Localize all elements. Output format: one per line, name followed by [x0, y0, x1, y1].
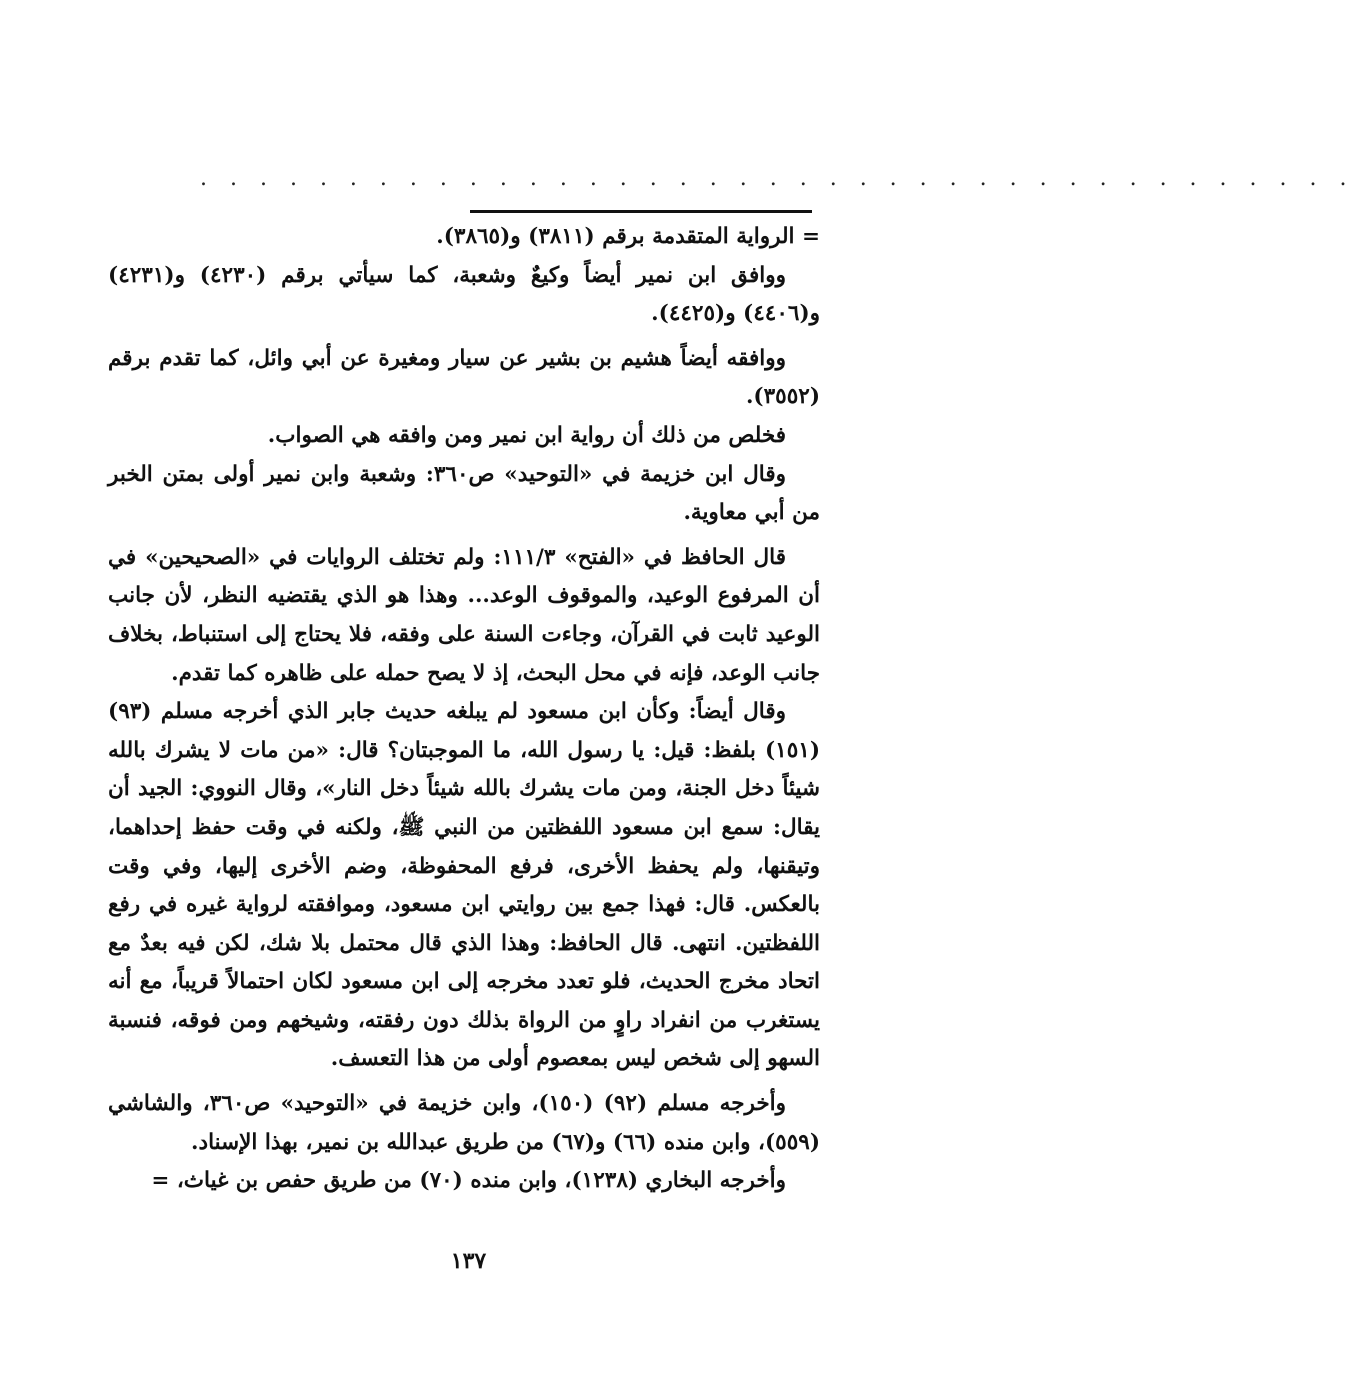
paragraph: فخلص من ذلك أن رواية ابن نمير ومن وافقه هي الصواب. — [267, 422, 786, 448]
page-number: ١٣٧ — [450, 1248, 487, 1274]
paragraph: ووافق ابن نمير أيضاً وكيعٌ وشعبة، كما سيأتي برقم (٤٢٣٠) و(٤٢٣١) و(٤٤٠٦) و(٤٤٢٥). — [108, 262, 820, 327]
paragraph: قال الحافظ في «الفتح» ١١١/٣: ولم تختلف الروايات في «الصحيحين» في أن المرفوع الوعيد، والموقوف الوعد... وهذا هو الذي يقتضيه النظر، لأن جانب الوعيد ثابت في القرآن، وجاءت السنة على وفقه، فلا يحتاج إلى استنباط، بخلاف جانب الوعد، فإنه في محل البحث، إذ لا يصح حمله على ظاهره كما تقدم. — [108, 544, 820, 686]
paragraph: وقال ابن خزيمة في «التوحيد» ص٣٦٠: وشعبة وابن نمير أولى بمتن الخبر من أبي معاوية. — [108, 461, 820, 526]
footnote-text-block — [108, 218, 820, 1201]
footnote-rule — [470, 210, 812, 213]
paragraph: وأخرجه البخاري (١٢٣٨)، وابن منده (٧٠) من طريق حفص بن غياث، = — [151, 1168, 786, 1194]
paragraph-continuation: = الرواية المتقدمة برقم (٣٨١١) و(٣٨٦٥). — [436, 224, 820, 249]
paragraph: وأخرجه مسلم (٩٢) (١٥٠)، وابن خزيمة في «التوحيد» ص٣٦٠، والشاشي (٥٥٩)، وابن منده (٦٦) و(٦٧) من طريق عبدالله بن نمير، بهذا الإسناد. — [108, 1091, 820, 1155]
header-dotted-separator: . . . . . . . . . . . . . . . . . . . . . . . . . . . . . . . . . . . . . . . — [200, 166, 1354, 191]
paragraph: وقال أيضاً: وكأن ابن مسعود لم يبلغه حديث جابر الذي أخرجه مسلم (٩٣) (١٥١) بلفظ: قيل: يا رسول الله، ما الموجبتان؟ قال: «من مات لا يشرك بالله شيئاً دخل الجنة، ومن مات يشرك بالله شيئاً دخل النار»، وقال النووي: الجيد أن يقال: سمع ابن مسعود اللفظتين من النبي ﷺ، ولكنه في وقت حفظ إحداهما، وتيقنها، ولم يحفظ الأخرى، فرفع المحفوظة، وضم الأخرى إليها، وفي وقت بالعكس. قال: فهذا جمع بين روايتي ابن مسعود، وموافقته لرواية غيره في رفع اللفظتين. انتهى. قال الحافظ: وهذا الذي قال محتمل بلا شك، لكن فيه بعدٌ مع اتحاد مخرج الحديث، فلو تعدد مخرجه إلى ابن مسعود لكان احتمالاً قريباً، مع أنه يستغرب من انفراد راوٍ من الرواة بذلك دون رفقته، وشيخهم ومن فوقه، فنسبة السهو إلى شخص ليس بمعصوم أولى من هذا التعسف. — [108, 699, 820, 1072]
paragraph: ووافقه أيضاً هشيم بن بشير عن سيار ومغيرة عن أبي وائل، كما تقدم برقم (٣٥٥٢). — [108, 345, 820, 410]
